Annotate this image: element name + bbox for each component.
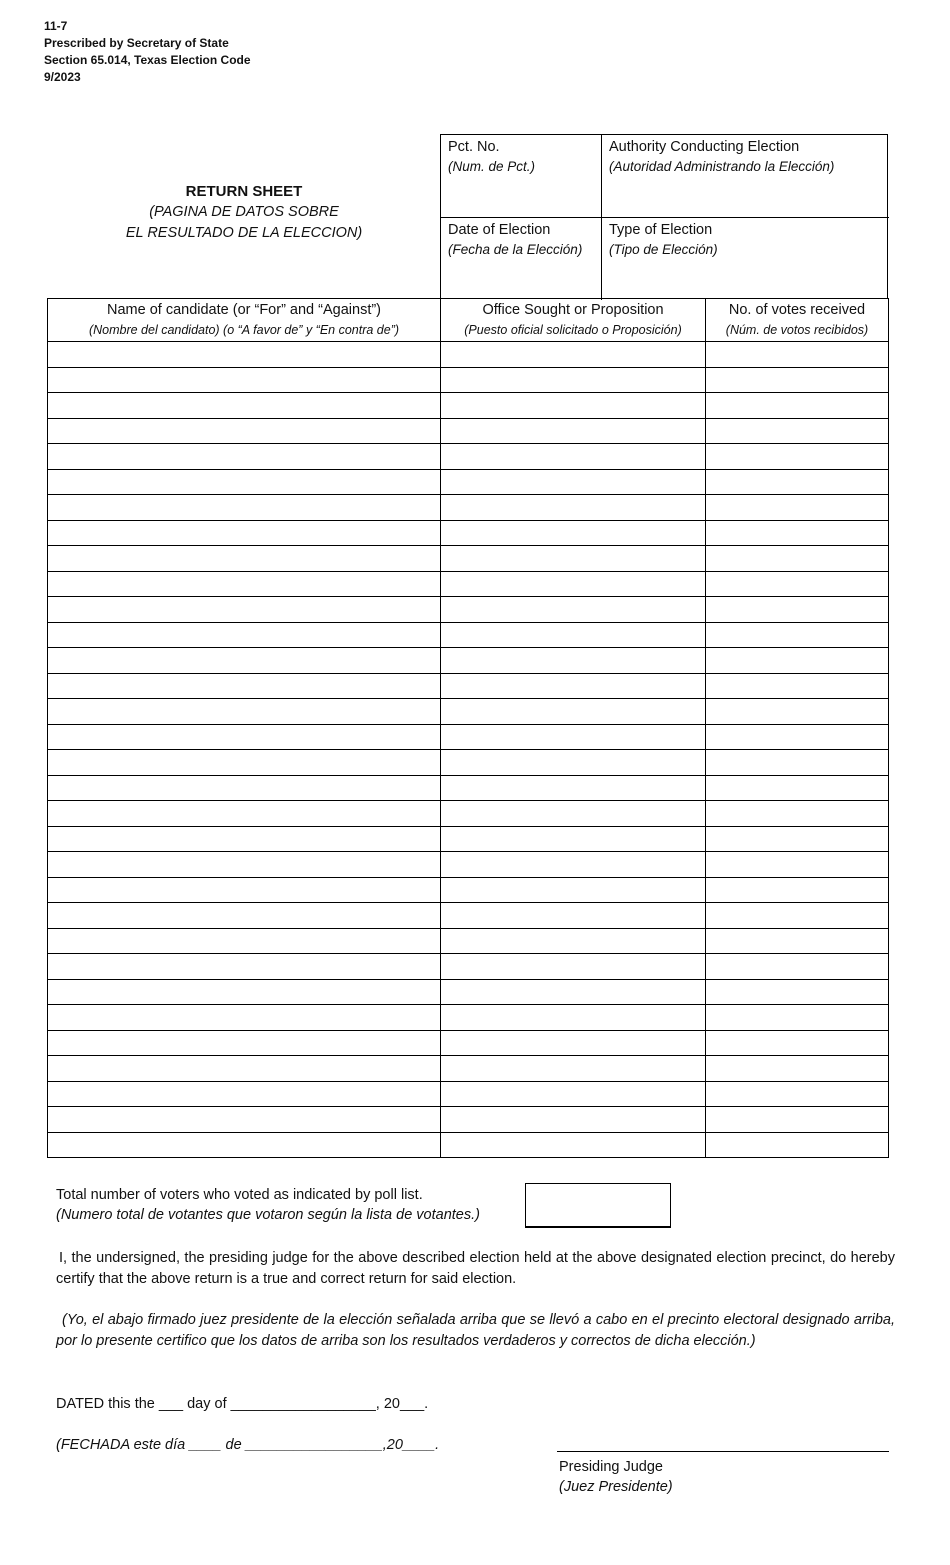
type-of-election-field[interactable] xyxy=(602,218,889,300)
office-cell[interactable] xyxy=(441,520,706,546)
office-cell[interactable] xyxy=(441,367,706,393)
office-cell[interactable] xyxy=(441,648,706,674)
candidate-cell[interactable] xyxy=(48,750,441,776)
office-cell[interactable] xyxy=(441,444,706,470)
column-header-office: Office Sought or Proposition (Puesto oficial solicitado o Proposición) xyxy=(441,299,706,342)
table-row xyxy=(48,750,889,776)
candidate-cell[interactable] xyxy=(48,1030,441,1056)
candidate-cell[interactable] xyxy=(48,1107,441,1133)
candidate-cell[interactable] xyxy=(48,979,441,1005)
candidate-cell[interactable] xyxy=(48,393,441,419)
column-header-votes: No. of votes received (Núm. de votos recibidos) xyxy=(706,299,889,342)
votes-cell[interactable] xyxy=(706,393,889,419)
candidate-cell[interactable] xyxy=(48,903,441,929)
returns-table xyxy=(47,298,889,1158)
table-row xyxy=(48,393,889,419)
office-cell[interactable] xyxy=(441,750,706,776)
office-cell[interactable] xyxy=(441,1107,706,1133)
candidate-cell[interactable] xyxy=(48,1081,441,1107)
page-title: RETURN SHEET xyxy=(185,183,303,200)
signature-label: Presiding Judge xyxy=(559,1459,663,1475)
table-row xyxy=(48,444,889,470)
table-row xyxy=(48,979,889,1005)
type-of-election-label-es: (Tipo de Elección) xyxy=(609,242,718,257)
table-row xyxy=(48,724,889,750)
table-row xyxy=(48,1005,889,1031)
office-cell[interactable] xyxy=(441,342,706,368)
table-row xyxy=(48,775,889,801)
table-row xyxy=(48,1056,889,1082)
office-cell[interactable] xyxy=(441,775,706,801)
table-row xyxy=(48,699,889,725)
candidate-cell[interactable] xyxy=(48,699,441,725)
office-cell[interactable] xyxy=(441,852,706,878)
votes-cell[interactable] xyxy=(706,597,889,623)
office-cell[interactable] xyxy=(441,1005,706,1031)
office-cell[interactable] xyxy=(441,979,706,1005)
candidate-cell[interactable] xyxy=(48,852,441,878)
votes-cell[interactable] xyxy=(706,979,889,1005)
candidate-cell[interactable] xyxy=(48,877,441,903)
votes-cell[interactable] xyxy=(706,469,889,495)
candidate-cell[interactable] xyxy=(48,648,441,674)
office-cell[interactable] xyxy=(441,1081,706,1107)
candidate-cell[interactable] xyxy=(48,775,441,801)
votes-cell[interactable] xyxy=(706,852,889,878)
votes-cell[interactable] xyxy=(706,1030,889,1056)
form-header xyxy=(44,18,251,86)
votes-cell[interactable] xyxy=(706,903,889,929)
signature-label-block xyxy=(559,1457,673,1497)
candidate-cell[interactable] xyxy=(48,342,441,368)
table-header-row xyxy=(48,299,889,342)
office-cell[interactable] xyxy=(441,699,706,725)
office-cell[interactable] xyxy=(441,393,706,419)
certification-text: I, the undersigned, the presiding judge for the above described election held at the above designated election precinct, do hereby certify that the above return is a true and correct return for said election. xyxy=(56,1250,895,1287)
table-row xyxy=(48,673,889,699)
pct-no-label-es: (Num. de Pct.) xyxy=(448,159,536,174)
candidate-cell[interactable] xyxy=(48,724,441,750)
code-section: Section 65.014, Texas Election Code xyxy=(44,53,251,67)
candidate-cell[interactable] xyxy=(48,801,441,827)
office-cell[interactable] xyxy=(441,495,706,521)
dated-line[interactable]: DATED this the ___ day of __________________, 20___. xyxy=(56,1396,429,1412)
table-row xyxy=(48,801,889,827)
table-row xyxy=(48,495,889,521)
column-header-candidate: Name of candidate (or “For” and “Against”) (Nombre del candidato) (o “A favor de” y “En contra de”) xyxy=(48,299,441,342)
type-of-election-label: Type of Election xyxy=(609,222,713,238)
candidate-cell[interactable] xyxy=(48,444,441,470)
candidate-cell[interactable] xyxy=(48,469,441,495)
votes-cell[interactable] xyxy=(706,1081,889,1107)
table-row xyxy=(48,1081,889,1107)
office-cell[interactable] xyxy=(441,597,706,623)
votes-cell[interactable] xyxy=(706,877,889,903)
form-date: 9/2023 xyxy=(44,70,81,84)
table-row xyxy=(48,367,889,393)
date-of-election-field[interactable] xyxy=(441,218,601,300)
dated-line-es[interactable]: (FECHADA este día ____ de _________________,20____. xyxy=(56,1437,440,1453)
office-cell[interactable] xyxy=(441,571,706,597)
total-voters-label-block xyxy=(56,1185,480,1225)
votes-cell[interactable] xyxy=(706,444,889,470)
table-row xyxy=(48,546,889,572)
votes-cell[interactable] xyxy=(706,571,889,597)
votes-cell[interactable] xyxy=(706,622,889,648)
table-row xyxy=(48,954,889,980)
votes-cell[interactable] xyxy=(706,801,889,827)
table-row xyxy=(48,342,889,368)
total-voters-label: Total number of voters who voted as indicated by poll list. xyxy=(56,1187,423,1203)
office-cell[interactable] xyxy=(441,877,706,903)
candidate-cell[interactable] xyxy=(48,928,441,954)
table-row xyxy=(48,826,889,852)
table-row xyxy=(48,1132,889,1158)
candidate-cell[interactable] xyxy=(48,571,441,597)
table-row xyxy=(48,418,889,444)
table-row xyxy=(48,648,889,674)
table-body xyxy=(48,342,889,1158)
votes-cell[interactable] xyxy=(706,826,889,852)
prescribed-by: Prescribed by Secretary of State xyxy=(44,36,229,50)
signature-line[interactable] xyxy=(557,1451,889,1452)
candidate-cell[interactable] xyxy=(48,673,441,699)
candidate-cell[interactable] xyxy=(48,1056,441,1082)
votes-cell[interactable] xyxy=(706,954,889,980)
votes-cell[interactable] xyxy=(706,1056,889,1082)
election-info-box xyxy=(440,134,888,299)
office-cell[interactable] xyxy=(441,903,706,929)
office-cell[interactable] xyxy=(441,546,706,572)
votes-cell[interactable] xyxy=(706,546,889,572)
office-cell[interactable] xyxy=(441,801,706,827)
votes-cell[interactable] xyxy=(706,648,889,674)
candidate-cell[interactable] xyxy=(48,367,441,393)
votes-cell[interactable] xyxy=(706,367,889,393)
pct-no-label: Pct. No. xyxy=(448,139,500,155)
authority-label: Authority Conducting Election xyxy=(609,139,800,155)
form-number: 11-7 xyxy=(44,19,68,33)
office-cell[interactable] xyxy=(441,724,706,750)
authority-label-es: (Autoridad Administrando la Elección) xyxy=(609,159,835,174)
title-block xyxy=(48,182,440,244)
certification-text-es: (Yo, el abajo firmado juez presidente de la elección señalada arriba que se llevó a cabo en el precinto electoral designado arriba, por lo presente certifico que los datos de arriba son los resultados verdaderos y correctos de dicha elección.) xyxy=(56,1312,895,1349)
candidate-cell[interactable] xyxy=(48,826,441,852)
votes-cell[interactable] xyxy=(706,775,889,801)
table-row xyxy=(48,877,889,903)
office-cell[interactable] xyxy=(441,1056,706,1082)
candidate-cell[interactable] xyxy=(48,1005,441,1031)
table-row xyxy=(48,903,889,929)
page-subtitle-line1: (PAGINA DE DATOS SOBRE xyxy=(149,204,339,220)
candidate-cell[interactable] xyxy=(48,1132,441,1158)
votes-cell[interactable] xyxy=(706,699,889,725)
votes-cell[interactable] xyxy=(706,342,889,368)
total-voters-label-es: (Numero total de votantes que votaron según la lista de votantes.) xyxy=(56,1207,480,1223)
candidate-cell[interactable] xyxy=(48,597,441,623)
table-row xyxy=(48,1107,889,1133)
pct-no-field[interactable] xyxy=(441,135,601,217)
date-of-election-label: Date of Election xyxy=(448,222,551,238)
table-row xyxy=(48,571,889,597)
office-cell[interactable] xyxy=(441,469,706,495)
votes-cell[interactable] xyxy=(706,1005,889,1031)
office-cell[interactable] xyxy=(441,826,706,852)
authority-field[interactable] xyxy=(602,135,889,217)
table-row xyxy=(48,928,889,954)
candidate-cell[interactable] xyxy=(48,546,441,572)
office-cell[interactable] xyxy=(441,673,706,699)
date-of-election-label-es: (Fecha de la Elección) xyxy=(448,242,583,257)
candidate-cell[interactable] xyxy=(48,954,441,980)
votes-cell[interactable] xyxy=(706,928,889,954)
office-cell[interactable] xyxy=(441,1030,706,1056)
page-subtitle-line2: EL RESULTADO DE LA ELECCION) xyxy=(125,225,363,241)
votes-cell[interactable] xyxy=(706,750,889,776)
table-row xyxy=(48,852,889,878)
votes-cell[interactable] xyxy=(706,724,889,750)
office-cell[interactable] xyxy=(441,954,706,980)
votes-cell[interactable] xyxy=(706,1107,889,1133)
total-voters-input[interactable] xyxy=(525,1183,671,1228)
table-row xyxy=(48,622,889,648)
table-row xyxy=(48,520,889,546)
votes-cell[interactable] xyxy=(706,673,889,699)
votes-cell[interactable] xyxy=(706,495,889,521)
office-cell[interactable] xyxy=(441,622,706,648)
candidate-cell[interactable] xyxy=(48,418,441,444)
office-cell[interactable] xyxy=(441,928,706,954)
table-row xyxy=(48,1030,889,1056)
office-cell[interactable] xyxy=(441,418,706,444)
votes-cell[interactable] xyxy=(706,1132,889,1158)
candidate-cell[interactable] xyxy=(48,520,441,546)
table-row xyxy=(48,597,889,623)
candidate-cell[interactable] xyxy=(48,622,441,648)
votes-cell[interactable] xyxy=(706,418,889,444)
table-row xyxy=(48,469,889,495)
votes-cell[interactable] xyxy=(706,520,889,546)
candidate-cell[interactable] xyxy=(48,495,441,521)
signature-label-es: (Juez Presidente) xyxy=(559,1479,673,1495)
office-cell[interactable] xyxy=(441,1132,706,1158)
